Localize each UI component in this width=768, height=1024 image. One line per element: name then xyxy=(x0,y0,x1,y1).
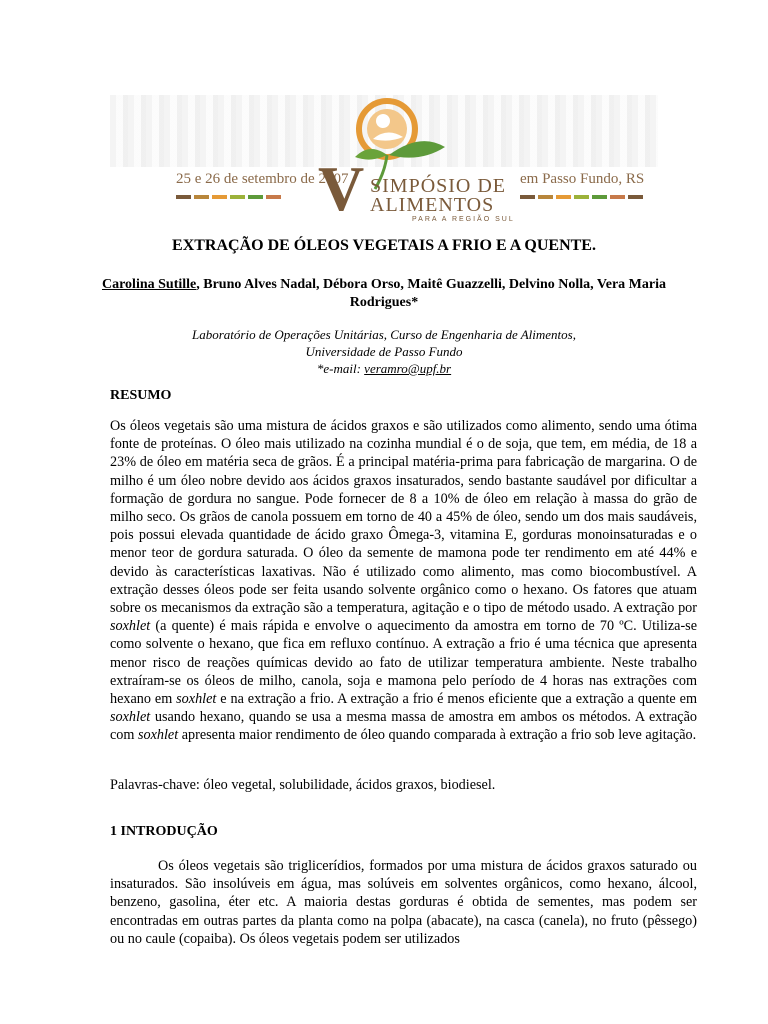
color-stripe-left xyxy=(176,195,284,199)
paper-title: EXTRAÇÃO DE ÓLEOS VEGETAIS A FRIO E A QUENTE. xyxy=(172,237,596,254)
logo-line-2: ALIMENTOS xyxy=(370,194,495,216)
conference-date: 25 e 26 de setembro de 2007 xyxy=(176,171,349,187)
affiliation-line-1: Laboratório de Operações Unitárias, Curso de Engenharia de Alimentos, xyxy=(192,327,576,342)
abstract-text-5: apresenta maior rendimento de óleo quando comparada à extração a frio sob leve agitação. xyxy=(178,727,697,744)
logo-roman-numeral: V xyxy=(318,153,365,224)
abstract-term-soxhlet: soxhlet xyxy=(110,618,151,635)
conference-banner xyxy=(110,95,658,225)
introduction-paragraph: Os óleos vegetais são triglicerídios, formados por uma mistura de ácidos graxos saturado ou insaturados. São insolúveis em água, mas solúveis em solventes orgânicos, como hexano, álcool, benzeno, gasolina, éter etc. A maioria destas gorduras é obtida de sementes, mas podem ser encontradas em outras partes da planta como na polpa (abacate), na casca (canela), no fruto (pêssego) ou no caule (copaiba). Os óleos vegetais podem ser utilizados xyxy=(110,858,697,947)
keywords: Palavras-chave: óleo vegetal, solubilidade, ácidos graxos, biodiesel. xyxy=(110,777,496,793)
affiliation xyxy=(100,326,668,377)
abstract-text-1: Os óleos vegetais são uma mistura de ácidos graxos e são utilizados como alimento, sendo uma ótima fonte de proteínas. O óleo mais utilizado na cozinha mundial é o de soja, que tem, em média, de 18 a 23% de óleo em matéria seca de grãos. É a principal matéria-prima para fabricação de margarina. O de milho é um óleo nobre devido aos ácidos graxos insaturados, sendo bastante saudável por dificultar a formação de gordura no sangue. Pode fornecer de 8 a 10% de óleo em relação à massa do grão de milho seco. Os grãos de canola possuem em torno de 40 a 45% de óleo, sendo um dos mais saudáveis, pois possui elevada quantidade de ácido graxo Ômega-3, vitamina E, gorduras monoinsaturadas e o menor teor de gordura saturada. O óleo da semente de mamona pode ter rendimento em até 44% e devido às características laxativas. Não é utilizado como alimento, mas como biocombustível. A extração desses óleos pode ser feita usando solvente orgânico como o hexano. Os fatores que atuam sobre os mecanismos da extração são a temperatura, agitação e o tipo de método usado. A extração por xyxy=(110,418,697,617)
abstract-term-soxhlet: soxhlet xyxy=(110,709,151,726)
contact-line xyxy=(100,360,668,377)
affiliation-line-2: Universidade de Passo Fundo xyxy=(305,344,463,359)
section-heading-introducao: 1 INTRODUÇÃO xyxy=(110,824,218,839)
abstract-text-2: (a quente) é mais rápida e envolve o aquecimento da amostra em torno de 70 ºC. Utiliza-se como solvente o hexano, que fica em refluxo contínuo. A extração a frio é uma técnica que apresenta menor risco de reações químicas devido ao fato de utilizar temperatura ambiente. Neste trabalho extraíram-se os óleos de milho, canola, soja e mamona pelo período de 4 horas nas extrações com hexano em xyxy=(110,618,697,708)
author-list xyxy=(100,276,668,312)
email-link[interactable]: veramro@upf.br xyxy=(364,361,452,376)
abstract-term-soxhlet: soxhlet xyxy=(176,691,217,708)
logo-line-1: SIMPÓSIO DE xyxy=(370,175,507,197)
color-stripe-right xyxy=(520,195,646,199)
abstract-text-4: usando hexano, quando se usa a mesma massa de amostra em ambos os métodos. A extração com xyxy=(110,709,697,744)
logo-subtitle: PARA A REGIÃO SUL xyxy=(412,216,515,223)
abstract-paragraph xyxy=(110,417,697,745)
first-author: Carolina Sutille xyxy=(101,277,197,292)
abstract-term-soxhlet: soxhlet xyxy=(137,727,179,744)
other-authors: , Bruno Alves Nadal, Débora Orso, Maitê Guazzelli, Delvino Nolla, Vera Maria Rodrigues* xyxy=(196,277,666,310)
conference-location: em Passo Fundo, RS xyxy=(520,171,645,187)
section-heading-resumo: RESUMO xyxy=(110,388,172,403)
email-label: *e-mail: xyxy=(316,361,365,376)
abstract-text-3: e na extração a frio. A extração a frio é menos eficiente que a extração a quente em xyxy=(216,691,697,708)
